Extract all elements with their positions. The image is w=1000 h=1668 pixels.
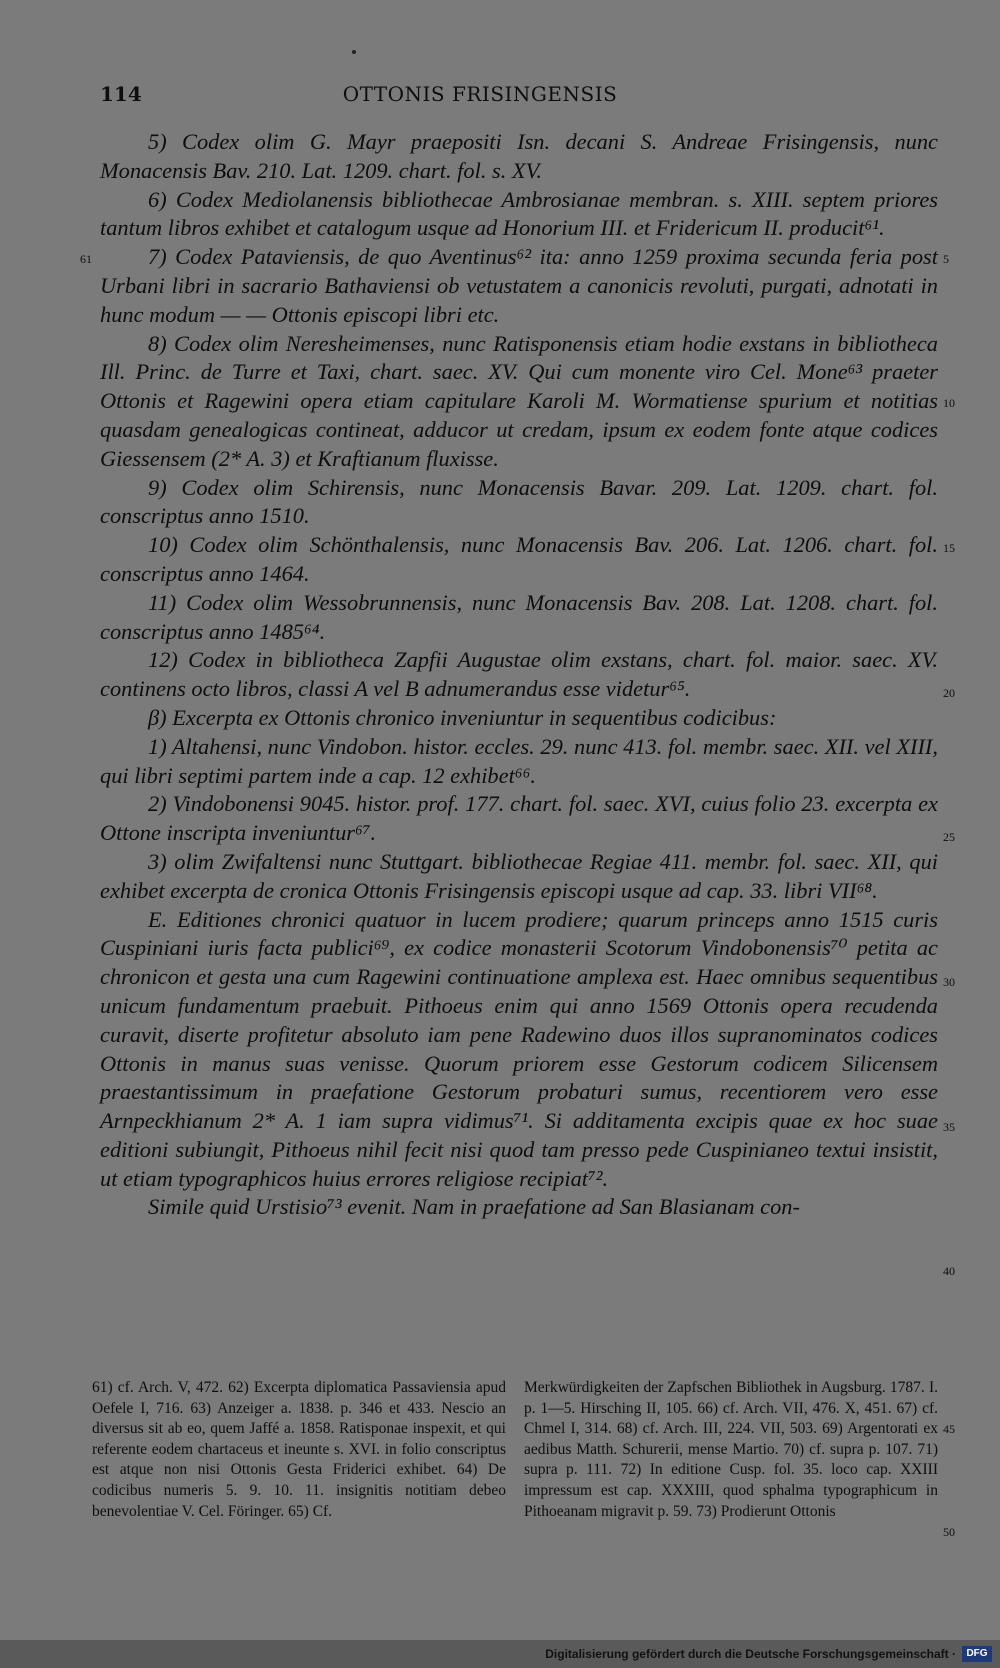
paragraph: 7) Codex Pataviensis, de quo Aventinus⁶² ita: anno 1259 proxima secunda feria post Urbani libri in sacrario Bathaviensi ob vetustatem a canonicis revoluti, purgati, adnotati in hunc modum — — Ottonis episcopi libri etc.: [100, 244, 938, 327]
footnote-column-right: Merkwürdigkeiten der Zapfschen Bibliothek in Augsburg. 1787. I. p. 1—5. Hirsching II, 105. 66) cf. Arch. VII, 476. X, 451. 67) cf. Chmel I, 314. 68) cf. Arch. III, 224. VII, 503. 69) Argentorati ex aedibus Matth. Schurerii, mense Martio. 70) cf. supra p. 107. 71) supra p. 111. 72) In editione Cusp. fol. 35. loco cap. XXIII impressum est cap. XXXIII, quod sphalma typographicum in Pithoeanam migravit p. 59. 73) Prodierunt Ottonis: [524, 1379, 938, 1520]
line-number: 5: [943, 252, 949, 266]
paragraph: 11) Codex olim Wessobrunnensis, nunc Monacensis Bav. 208. Lat. 1208. chart. fol. conscriptus anno 1485⁶⁴.: [100, 589, 938, 644]
paragraph: 12) Codex in bibliotheca Zapfii Augustae olim exstans, chart. fol. maior. saec. XV. continens octo libros, classi A vel B adnumerandus esse videtur⁶⁵.: [100, 647, 938, 702]
paragraph: 5) Codex olim G. Mayr praepositi Isn. decani S. Andreae Frisingensis, nunc Monacensis Bav. 210. Lat. 1209. chart. fol. s. XV.: [100, 129, 938, 183]
line-number: 50: [943, 1525, 955, 1539]
paragraph: E. Editiones chronici quatuor in lucem prodiere; quarum princeps anno 1515 curis Cuspiniani iuris facta publici⁶⁹, ex codice monasterii Scotorum Vindobonensis⁷⁰ petita ac chronicon et gesta una cum Ragewini continuatione amplexa est. Haec omnibus sequentibus unicum fundamentum praebuit. Pithoeus enim qui anno 1569 Ottonis opera recudenda curavit, diserte profitetur absoluto iam pene Radewino duos illos supranominatos codices Ottonis in manus suas venisse. Quorum priorem esse Gestorum codicem Silicensem praestantissimum in praefatione Gestorum probaturi sumus, recentiorem vero esse Arnpeckhianum 2* A. 1 iam supra vidimus⁷¹. Si additamenta excipis quae ex hoc suae editioni subiungit, Pithoeus nihil fecit nisi quod tam presso pede Cuspinianeo textui insistit, ut etiam typographicos huius errores religiose recipiat⁷².: [100, 906, 938, 1191]
paragraph: 1) Altahensi, nunc Vindobon. histor. eccles. 29. nunc 413. fol. membr. saec. XII. vel XIII, qui libri septimi partem inde a cap. 12 exhibet⁶⁶.: [100, 733, 938, 788]
line-number: 30: [943, 975, 955, 989]
line-number: 10: [943, 396, 955, 410]
paragraph: 9) Codex olim Schirensis, nunc Monacensis Bavar. 209. Lat. 1209. chart. fol. conscriptus anno 1510.: [100, 474, 938, 529]
paragraph: 6) Codex Mediolanensis bibliothecae Ambrosianae membran. s. XIII. septem priores tantum libros exhibet et catalogum usque ad Honorium III. et Fridericum II. producit⁶¹.: [100, 186, 938, 241]
page-header: [100, 82, 860, 112]
paragraph: 10) Codex olim Schönthalensis, nunc Monacensis Bav. 206. Lat. 1206. chart. fol. conscriptus anno 1464.: [100, 532, 938, 586]
paragraph: Simile quid Urstisio⁷³ evenit. Nam in praefatione ad San Blasianam con-: [148, 1194, 800, 1220]
digitization-credit: Digitalisierung gefördert durch die Deutsche Forschungsgemeinschaft ·: [545, 1647, 956, 1661]
dfg-logo-icon: DFG: [962, 1646, 992, 1662]
line-number: 40: [943, 1264, 955, 1278]
running-head: OTTONIS FRISINGENSIS: [342, 82, 618, 106]
speck-mark: [352, 50, 356, 54]
line-number: 61: [80, 252, 92, 266]
footnotes: [92, 1378, 938, 1522]
page-number: 114: [100, 82, 142, 106]
body-text: [100, 128, 938, 1222]
paragraph: 2) Vindobonensi 9045. histor. prof. 177. chart. fol. saec. XVI, cuius folio 23. excerpta ex Ottone inscripta inveniuntur⁶⁷.: [100, 791, 938, 846]
digitization-credit-bar: [0, 1640, 1000, 1668]
paragraph: 8) Codex olim Neresheimenses, nunc Ratisponensis etiam hodie exstans in bibliotheca Ill. Princ. de Turre et Taxi, chart. saec. XV. Qui cum monente viro Cel. Mone⁶³ praeter Ottonis et Ragewini opera etiam capitulare Karoli M. Wormatiense spurium et notitias quasdam genealogicas contineat, adducor ut credam, ipsum ex eodem fonte atque codices Giessensem (2* A. 3) et Kraftianum fluxisse.: [100, 330, 938, 471]
footnote-column-left: 61) cf. Arch. V, 472. 62) Excerpta diplomatica Passaviensia apud Oefele I, 716. 63) Anzeiger a. 1838. p. 346 et 433. Nescio an diversus sit ab eo, quem Jaffé a. 1858. Ratisponae inspexit, et qui referente eodem chartaceus et ineunte s. XVI. in folio conscriptus est atque non nisi Ottonis Gesta Friderici exhibet. 64) De codicibus numeris 5. 9. 10. 11. insignitis notitiam debeo benevolentiae V. Cel. Föringer. 65) Cf.: [92, 1379, 506, 1520]
line-number: 45: [943, 1422, 955, 1436]
line-number: 25: [943, 830, 955, 844]
line-number: 20: [943, 686, 955, 700]
paragraph: β) Excerpta ex Ottonis chronico inveniuntur in sequentibus codicibus:: [148, 704, 777, 730]
paragraph: 3) olim Zwifaltensi nunc Stuttgart. bibliothecae Regiae 411. membr. fol. saec. XII, qui exhibet excerpta de cronica Ottonis Frisingensis episcopi usque ad cap. 33. libri VII⁶⁸.: [100, 848, 938, 903]
line-number: 35: [943, 1120, 955, 1134]
line-number: 15: [943, 541, 955, 555]
